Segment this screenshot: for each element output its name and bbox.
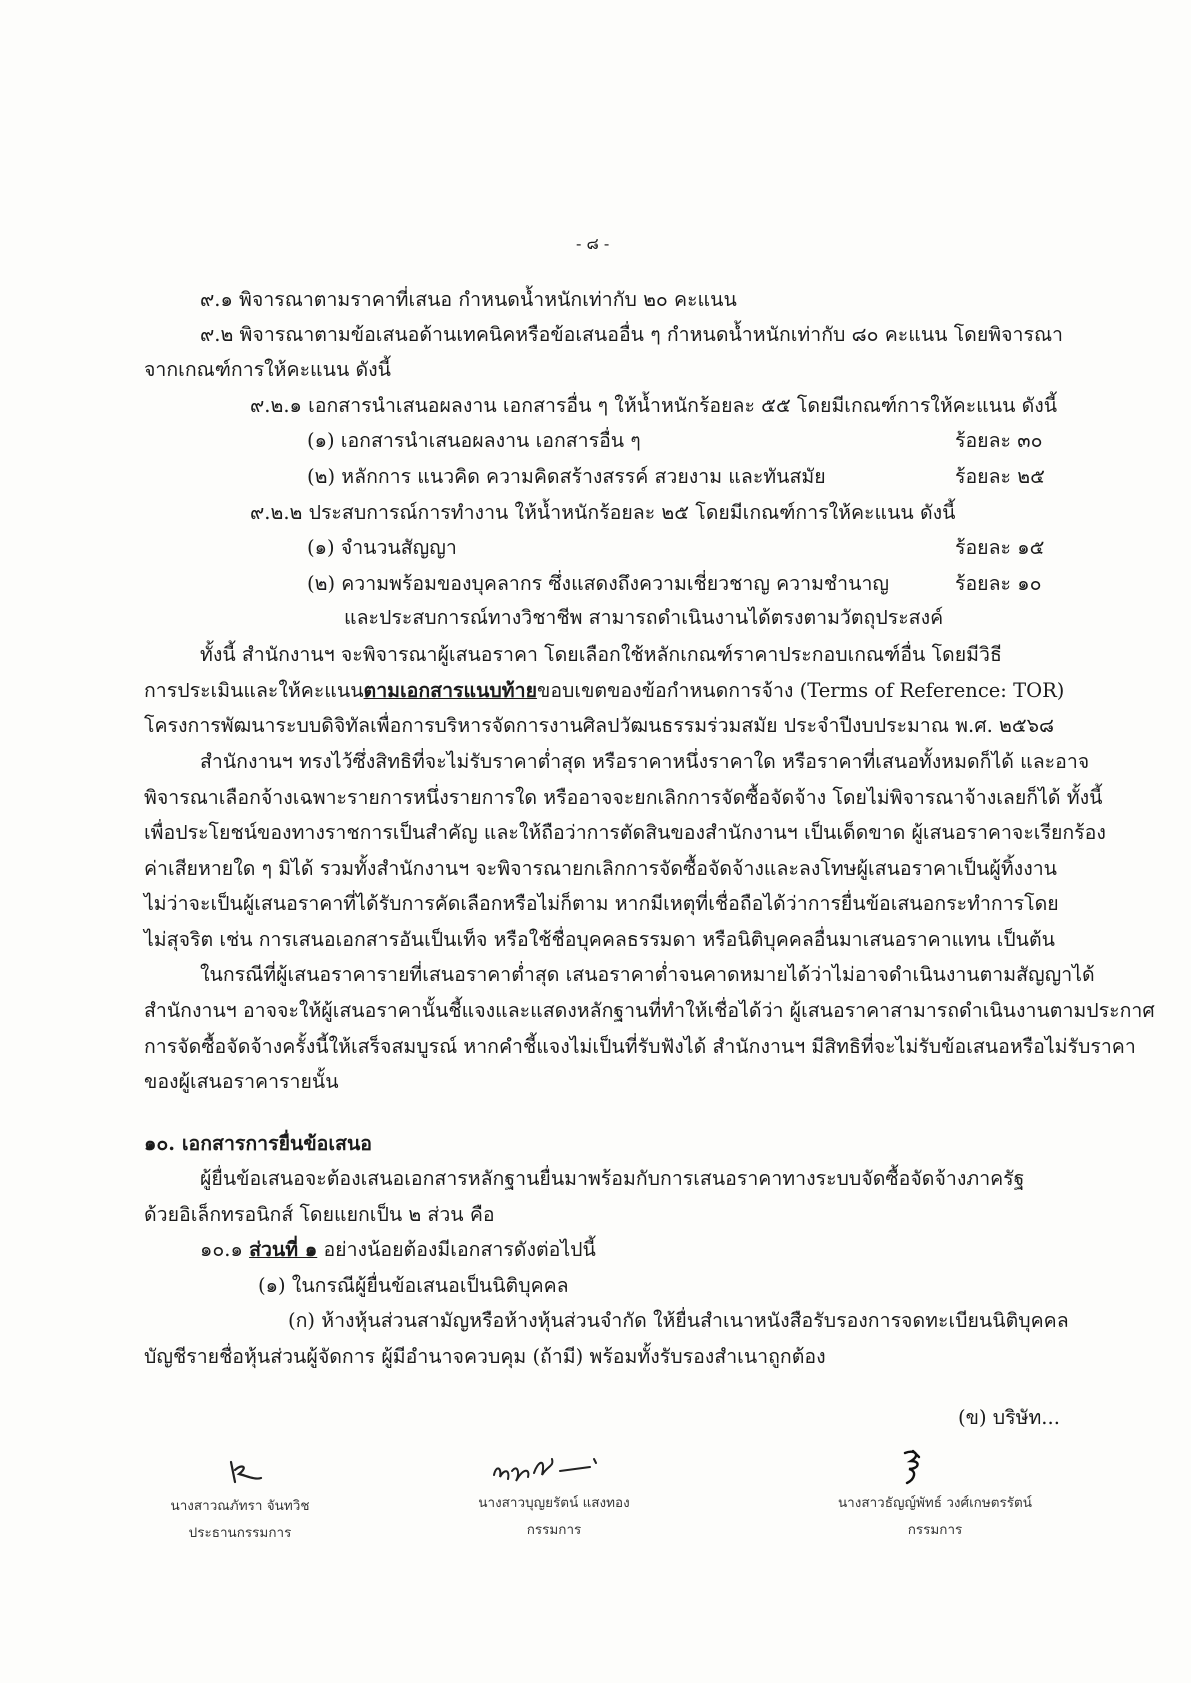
para-rights: สำนักงานฯ ทรงไว้ซึ่งสิทธิที่จะไม่รับราคาต่ำสุด หรือราคาหนึ่งราคาใด หรือราคาที่เสนอทั้งหมดก็ได้ และอาจ: [200, 750, 1090, 773]
item-9-2-1-1: (๑) เอกสารนำเสนอผลงาน เอกสารอื่น ๆ: [307, 429, 641, 452]
para-rights-line6: ไม่สุจริต เช่น การเสนอเอกสารอันเป็นเท็จ หรือใช้ชื่อบุคคลธรรมดา หรือนิติบุคคลอื่นมาเสนอราคาแทน เป็นต้น: [144, 928, 1055, 951]
signature-2-mark: [490, 1445, 620, 1491]
signature-3-name: นางสาวธัญญ์พัทธ์ วงศ์เกษตรรัตน์: [837, 1495, 1033, 1511]
signature-1-name: นางสาวณภัทรา จันทวิช: [170, 1498, 310, 1514]
clause-9-2-1: ๙.๒.๑ เอกสารนำเสนอผลงาน เอกสารอื่น ๆ ให้น้ำหนักร้อยละ ๕๕ โดยมีเกณฑ์การให้คะแนน ดังนี้: [250, 394, 1058, 417]
signature-1-mark: [225, 1456, 265, 1496]
para-rights-line5: ไม่ว่าจะเป็นผู้เสนอราคาที่ได้รับการคัดเลือกหรือไม่ก็ตาม หากมีเหตุที่เชื่อถือได้ว่าการยื่นข้อเสนอกระทำการโดย: [144, 892, 1059, 915]
signature-1-title: ประธานกรรมการ: [188, 1525, 292, 1541]
text-segment: ๑๐.๑: [200, 1238, 250, 1261]
para-submission-line2: ด้วยอิเล็กทรอนิกส์ โดยแยกเป็น ๒ ส่วน คือ: [144, 1203, 495, 1226]
item-9-2-2-1: (๑) จำนวนสัญญา: [307, 536, 457, 559]
attachment-reference: ตามเอกสารแนบท้าย: [363, 679, 538, 702]
para-low-bid-line3: การจัดซื้อจัดจ้างครั้งนี้ให้เสร็จสมบูรณ์ หากคำชี้แจงไม่เป็นที่รับฟังได้ สำนักงานฯ มีสิทธิที่จะไม่รับข้อเสนอหรือไม่รับราคา: [144, 1035, 1136, 1058]
section-heading-10: ๑๐. เอกสารการยื่นข้อเสนอ: [144, 1132, 373, 1155]
signature-2-title: กรรมการ: [526, 1522, 582, 1538]
item-9-2-2-2-percent: ร้อยละ ๑๐: [955, 572, 1042, 595]
text-segment: ขอบเขตของข้อกำหนดการจ้าง (Terms of Reference: TOR): [537, 679, 1065, 702]
signature-3-title: กรรมการ: [907, 1522, 963, 1538]
para-low-bid-line4: ของผู้เสนอราคารายนั้น: [144, 1070, 339, 1093]
signature-3-mark: [895, 1447, 935, 1487]
clause-9-2: ๙.๒ พิจารณาตามข้อเสนอด้านเทคนิคหรือข้อเสนออื่น ๆ กำหนดน้ำหนักเท่ากับ ๘๐ คะแนน โดยพิจารณา: [200, 323, 1063, 346]
para-rights-line2: พิจารณาเลือกจ้างเฉพาะรายการหนึ่งรายการใด หรืออาจจะยกเลิกการจัดซื้อจัดจ้าง โดยไม่พิจารณาจ้างเลยก็ได้ ทั้งนี้: [144, 786, 1103, 809]
para-evaluation-line2: [144, 678, 1064, 704]
item-9-2-1-1-percent: ร้อยละ ๓๐: [955, 429, 1043, 452]
para-low-bid-line2: สำนักงานฯ อาจจะให้ผู้เสนอราคานั้นชี้แจงและแสดงหลักฐานที่ทำให้เชื่อได้ว่า ผู้เสนอราคาสามารถดำเนินงานตามประกาศ: [144, 999, 1155, 1022]
signature-2-name: นางสาวบุญยรัตน์ แสงทอง: [478, 1495, 630, 1511]
page-number: - ๘ -: [576, 234, 610, 253]
item-9-2-2-2-cont: และประสบการณ์ทางวิชาชีพ สามารถดำเนินงานได้ตรงตามวัตถุประสงค์: [344, 606, 944, 629]
part-one-label: ส่วนที่ ๑: [249, 1238, 318, 1261]
text-segment: อย่างน้อยต้องมีเอกสารดังต่อไปนี้: [317, 1238, 596, 1261]
clause-9-2-cont: จากเกณฑ์การให้คะแนน ดังนี้: [144, 358, 391, 381]
item-9-2-2-2: (๒) ความพร้อมของบุคลากร ซึ่งแสดงถึงความเชี่ยวชาญ ความชำนาญ: [307, 572, 890, 595]
para-submission: ผู้ยื่นข้อเสนอจะต้องเสนอเอกสารหลักฐานยื่นมาพร้อมกับการเสนอราคาทางระบบจัดซื้อจัดจ้างภาครัฐ: [200, 1167, 1025, 1190]
para-low-bid: ในกรณีที่ผู้เสนอราคารายที่เสนอราคาต่ำสุด เสนอราคาต่ำจนคาดหมายได้ว่าไม่อาจดำเนินงานตามสัญญาได้: [200, 963, 1095, 986]
clause-9-1: ๙.๑ พิจารณาตามราคาที่เสนอ กำหนดน้ำหนักเท่ากับ ๒๐ คะแนน: [200, 288, 737, 311]
para-rights-line3: เพื่อประโยชน์ของทางราชการเป็นสำคัญ และให้ถือว่าการตัดสินของสำนักงานฯ เป็นเด็ดขาด ผู้เสนอราคาจะเรียกร้อง: [144, 821, 1106, 844]
item-9-2-1-2-percent: ร้อยละ ๒๕: [955, 465, 1045, 488]
para-rights-line4: ค่าเสียหายใด ๆ มิได้ รวมทั้งสำนักงานฯ จะพิจารณายกเลิกการจัดซื้อจัดจ้างและลงโทษผู้เสนอราคาเป็นผู้ทิ้งงาน: [144, 857, 1058, 880]
continuation-marker: (ข) บริษัท...: [958, 1406, 1060, 1429]
text-segment: การประเมินและให้คะแนน: [144, 679, 364, 702]
item-10-1-1-a: (ก) ห้างหุ้นส่วนสามัญหรือห้างหุ้นส่วนจำกัด ให้ยื่นสำเนาหนังสือรับรองการจดทะเบียนนิติบุคคล: [288, 1309, 1069, 1332]
item-9-2-2-1-percent: ร้อยละ ๑๕: [955, 536, 1045, 559]
clause-9-2-2: ๙.๒.๒ ประสบการณ์การทำงาน ให้น้ำหนักร้อยละ ๒๕ โดยมีเกณฑ์การให้คะแนน ดังนี้: [250, 501, 956, 524]
para-evaluation: ทั้งนี้ สำนักงานฯ จะพิจารณาผู้เสนอราคา โดยเลือกใช้หลักเกณฑ์ราคาประกอบเกณฑ์อื่น โดยมีวิธี: [200, 643, 1002, 666]
clause-10-1: [200, 1237, 596, 1263]
para-evaluation-line3: โครงการพัฒนาระบบดิจิทัลเพื่อการบริหารจัดการงานศิลปวัฒนธรรมร่วมสมัย ประจำปีงบประมาณ พ.ศ. ๒๕๖๘: [144, 714, 1055, 737]
item-10-1-1: (๑) ในกรณีผู้ยื่นข้อเสนอเป็นนิติบุคคล: [258, 1274, 569, 1297]
item-10-1-1-a-line2: บัญชีรายชื่อหุ้นส่วนผู้จัดการ ผู้มีอำนาจควบคุม (ถ้ามี) พร้อมทั้งรับรองสำเนาถูกต้อง: [144, 1345, 826, 1368]
item-9-2-1-2: (๒) หลักการ แนวคิด ความคิดสร้างสรรค์ สวยงาม และทันสมัย: [307, 465, 826, 488]
